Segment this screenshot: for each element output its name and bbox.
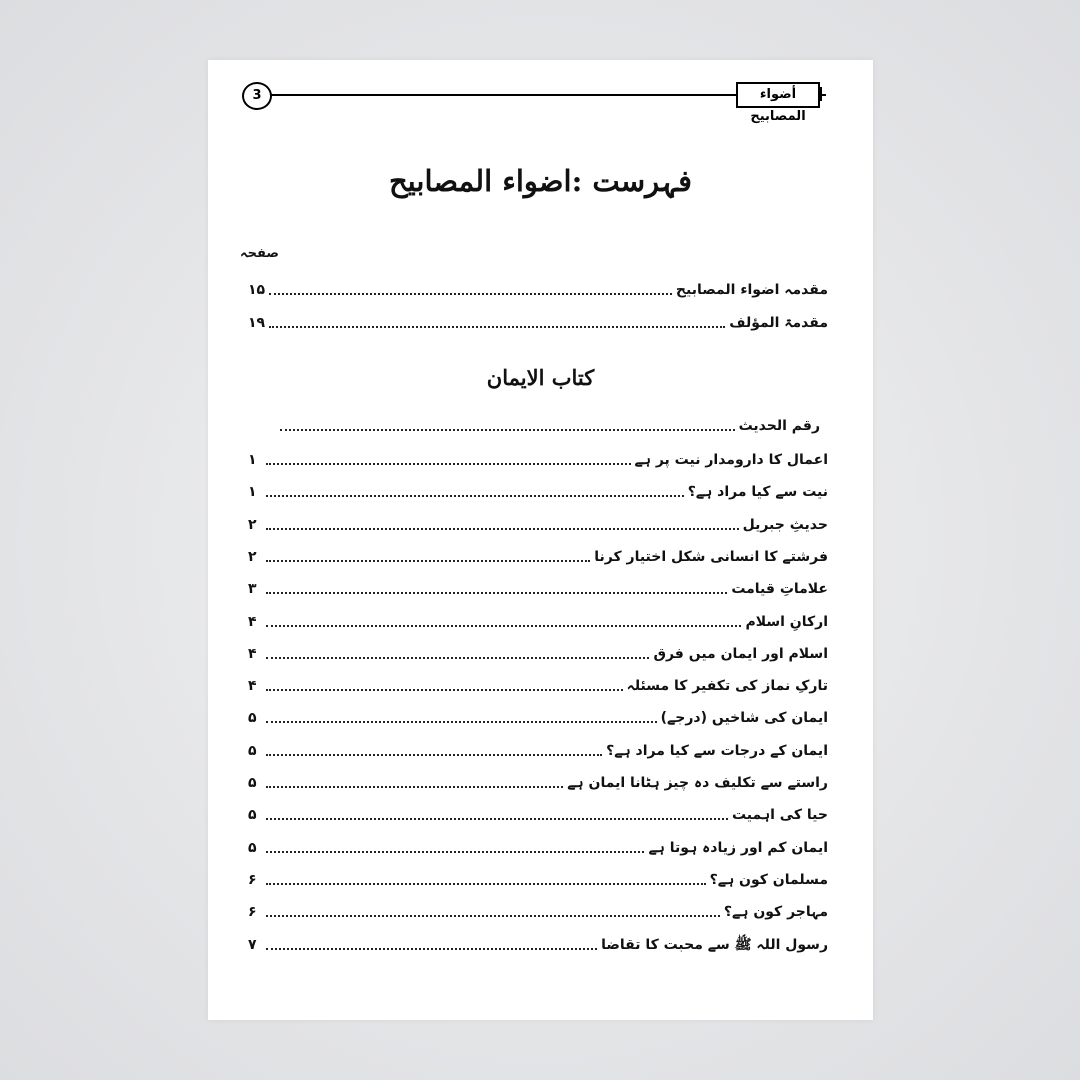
hadith-number: ۴ bbox=[248, 646, 257, 662]
leader-dots bbox=[266, 528, 739, 530]
toc-entry-label: حیا کی اہمیت bbox=[731, 807, 828, 823]
toc-entry-label: ایمان کے درجات سے کیا مراد ہے؟ bbox=[606, 743, 828, 759]
leader-dots bbox=[266, 851, 644, 853]
toc-row bbox=[248, 480, 828, 502]
toc-row bbox=[248, 513, 828, 535]
leader-dots bbox=[266, 948, 597, 950]
hadith-number: ۲ bbox=[248, 517, 257, 533]
leader-dots bbox=[266, 915, 720, 917]
leader-dots bbox=[269, 326, 725, 328]
section-heading: کتاب الایمان bbox=[486, 365, 595, 390]
hadith-number: ۴ bbox=[248, 678, 257, 694]
toc-row bbox=[248, 610, 828, 632]
hadith-number: ۶ bbox=[248, 904, 257, 920]
hadith-number: ۱ bbox=[248, 452, 257, 468]
leader-dots bbox=[266, 721, 657, 723]
hadith-number-header bbox=[240, 414, 820, 436]
toc-entry-label: مہاجر کون ہے؟ bbox=[723, 904, 828, 920]
toc-entry-label: مقدمۃ المؤلف bbox=[729, 315, 828, 331]
toc-entry-label: مقدمہ اضواء المصابیح bbox=[675, 282, 828, 298]
toc-entry-label: مسلمان کون ہے؟ bbox=[709, 872, 828, 888]
hadith-number: ۴ bbox=[248, 614, 257, 630]
hadith-number: ۵ bbox=[248, 710, 257, 726]
toc-entry-label: فرشتے کا انسانی شکل اختیار کرنا bbox=[594, 549, 828, 565]
toc-entry-label: اعمال کا دارومدار نیت پر ہے bbox=[634, 452, 828, 468]
leader-dots bbox=[266, 689, 623, 691]
toc-row bbox=[248, 803, 828, 825]
leader-dots bbox=[266, 560, 590, 562]
header-end-tick bbox=[820, 87, 822, 101]
toc-entry-label: نیت سے کیا مراد ہے؟ bbox=[687, 484, 828, 500]
toc-row bbox=[248, 933, 828, 955]
toc-entry-label: رسول اللہ ﷺ سے محبت کا تقاضا bbox=[601, 937, 828, 953]
toc-row bbox=[248, 448, 828, 470]
hadith-number-label: رقم الحدیث bbox=[738, 418, 820, 434]
toc-row bbox=[248, 674, 828, 696]
toc-row bbox=[248, 836, 828, 858]
leader-dots bbox=[266, 786, 563, 788]
toc-entry-label: تارکِ نماز کی تکفیر کا مسئلہ bbox=[626, 678, 828, 694]
running-header-title: أضواء المصابيح bbox=[736, 82, 820, 108]
leader-dots bbox=[269, 293, 672, 295]
toc-row bbox=[248, 311, 828, 333]
leader-dots bbox=[266, 883, 706, 885]
hadith-number: ۷ bbox=[248, 937, 257, 953]
leader-dots bbox=[280, 429, 735, 431]
toc-entry-label: ایمان کم اور زیادہ ہوتا ہے bbox=[648, 840, 828, 856]
toc-row bbox=[248, 771, 828, 793]
hadith-number: ۶ bbox=[248, 872, 257, 888]
toc-entry-label: اسلام اور ایمان میں فرق bbox=[653, 646, 828, 662]
toc-page-number: ۱۹ bbox=[248, 315, 266, 331]
hadith-number: ۵ bbox=[248, 743, 257, 759]
leader-dots bbox=[266, 754, 602, 756]
toc-page-number: ۱۵ bbox=[248, 282, 266, 298]
toc-row bbox=[248, 545, 828, 567]
toc-entry-label: ایمان کی شاخیں (درجے) bbox=[660, 710, 828, 726]
toc-row bbox=[248, 706, 828, 728]
leader-dots bbox=[266, 463, 631, 465]
page-number-badge: 3 bbox=[242, 82, 272, 110]
toc-row bbox=[248, 278, 828, 300]
leader-dots bbox=[266, 495, 684, 497]
toc-entry-label: علاماتِ قیامت bbox=[731, 581, 828, 597]
hadith-number: ۵ bbox=[248, 775, 257, 791]
page-title: فہرست :اضواء المصابیح bbox=[388, 164, 693, 198]
leader-dots bbox=[266, 818, 728, 820]
hadith-number: ۵ bbox=[248, 807, 257, 823]
hadith-number: ۲ bbox=[248, 549, 257, 565]
leader-dots bbox=[266, 625, 741, 627]
hadith-number: ۳ bbox=[248, 581, 257, 597]
toc-row bbox=[248, 868, 828, 890]
hadith-number: ۵ bbox=[248, 840, 257, 856]
toc-row bbox=[248, 642, 828, 664]
leader-dots bbox=[266, 657, 649, 659]
leader-dots bbox=[266, 592, 727, 594]
toc-entry-label: حدیثِ جبریل bbox=[742, 517, 828, 533]
page-column-label: صفحہ bbox=[240, 246, 279, 261]
toc-entry-label: ارکانِ اسلام bbox=[745, 614, 828, 630]
book-page bbox=[208, 60, 873, 1020]
toc-row bbox=[248, 900, 828, 922]
toc-entry-label: راستے سے تکلیف دہ چیز ہٹانا ایمان ہے bbox=[567, 775, 828, 791]
toc-row bbox=[248, 739, 828, 761]
hadith-number: ۱ bbox=[248, 484, 257, 500]
toc-row bbox=[248, 577, 828, 599]
